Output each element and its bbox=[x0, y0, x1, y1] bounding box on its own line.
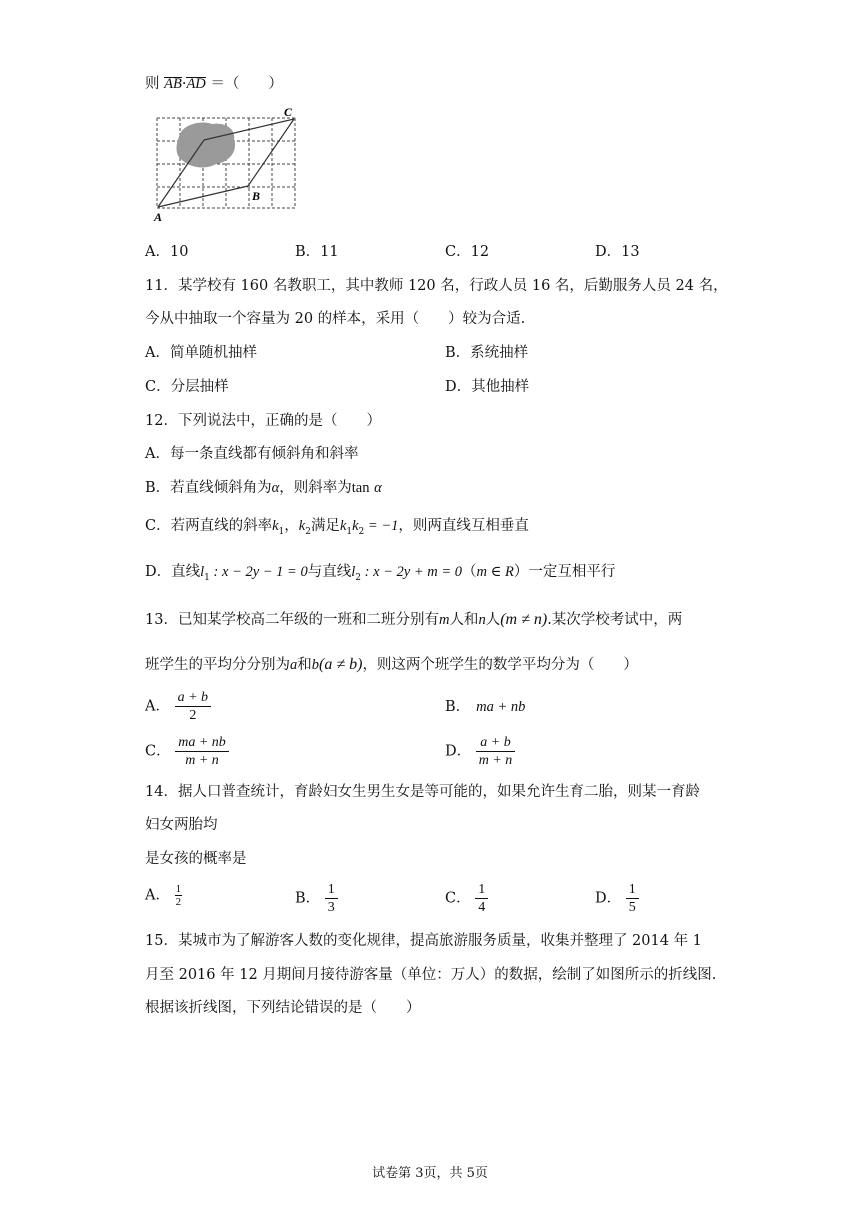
q14-stem-line2: 妇女两胎均 bbox=[145, 817, 218, 833]
q15-stem-line2: 月至 2016 年 12 月期间月接待游客量（单位：万人）的数据，绘制了如图所示的折线图. bbox=[145, 967, 717, 983]
vector-ad: AD bbox=[186, 76, 206, 92]
q13-stem-line1: 13．已知某学校高二年级的一班和二班分别有m人和n人(m ≠ n).某次学校考试中，两 bbox=[145, 611, 683, 628]
fraction-one-half: $\frac{1}{2}$ bbox=[175, 883, 182, 908]
q14-option-d[interactable]: D． $\frac{1}{5}$ bbox=[595, 881, 639, 916]
q11-option-d[interactable]: D．其他抽样 bbox=[445, 379, 530, 395]
q14-option-c[interactable]: C． $\frac{1}{4}$ bbox=[445, 881, 488, 916]
q14-option-b[interactable]: B． $\frac{1}{3}$ bbox=[295, 881, 338, 916]
q13-option-c[interactable]: C． $\frac{ma + nb}{m + n}$ bbox=[145, 734, 229, 769]
q10-grid-figure bbox=[150, 104, 302, 226]
page-footer: 试卷第 3页，共 5页 bbox=[372, 1166, 488, 1181]
q12-option-a[interactable]: A．每一条直线都有倾斜角和斜率 bbox=[145, 446, 359, 462]
side-bc bbox=[248, 119, 294, 186]
q15-stem-line1: 15．某城市为了解游客人数的变化规律，提高旅游服务质量，收集并整理了 2014 年 1 bbox=[145, 933, 702, 949]
q10-stem: 则 AB· AD ＝（ ） bbox=[145, 76, 283, 92]
q15-stem-line3: 根据该折线图，下列结论错误的是（ ） bbox=[145, 1000, 421, 1016]
q12-option-d[interactable]: D．直线$l_1$ : x − 2y − 1 = 0与直线$l_2$ : x − 2y + m = 0（m ∈ R）一定互相平行 bbox=[145, 564, 616, 583]
fraction-a-plus-b-over-m-plus-n: $\frac{a + b}{m + n}$ bbox=[476, 734, 516, 769]
q11-option-c[interactable]: C．分层抽样 bbox=[145, 379, 229, 395]
q10-option-d[interactable]: D．13 bbox=[595, 244, 640, 260]
label-c: C bbox=[284, 105, 293, 119]
q11-option-a[interactable]: A．简单随机抽样 bbox=[145, 345, 257, 361]
q14-option-a[interactable]: A． $\frac{1}{2}$ bbox=[145, 883, 182, 908]
q13-option-a[interactable]: A． $\frac{a + b}{2}$ bbox=[145, 689, 211, 724]
label-a: A bbox=[154, 210, 163, 224]
q14-stem-line1: 14．据人口普查统计，育龄妇女生男生女是等可能的，如果允许生育二胎，则某一育龄 bbox=[145, 784, 700, 800]
q12-option-c[interactable]: C．若两直线的斜率$k_1$，$k_2$满足$k_1k_2 = -1$，则两直线互相垂直 bbox=[145, 518, 529, 537]
fraction-one-third: $\frac{1}{3}$ bbox=[325, 881, 338, 916]
vector-ab: AB bbox=[164, 76, 182, 92]
q12-option-b[interactable]: B．若直线倾斜角为α，则斜率为tan α bbox=[145, 480, 382, 496]
q11-stem-line1: 11．某学校有 160 名教职工，其中教师 120 名，行政人员 16 名，后勤服务人员 24 名， bbox=[145, 278, 728, 294]
label-b: B bbox=[252, 189, 261, 203]
q12-stem: 12．下列说法中，正确的是（ ） bbox=[145, 413, 381, 429]
fraction-one-fifth: $\frac{1}{5}$ bbox=[626, 881, 639, 916]
q14-stem-line3: 是女孩的概率是 bbox=[145, 851, 247, 867]
q10-option-a[interactable]: A．10 bbox=[145, 244, 189, 260]
q13-option-b[interactable]: B． ma + nb bbox=[445, 699, 526, 715]
q11-option-b[interactable]: B．系统抽样 bbox=[445, 345, 529, 361]
fraction-one-quarter: $\frac{1}{4}$ bbox=[475, 881, 488, 916]
q13-stem-line2: 班学生的平均分分别为a和b(a ≠ b)，则这两个班学生的数学平均分为（ ） bbox=[145, 656, 638, 673]
fraction-a-plus-b-over-2: $\frac{a + b}{2}$ bbox=[175, 689, 211, 724]
q11-stem-line2: 今从中抽取一个容量为 20 的样本，采用（ ）较为合适. bbox=[145, 311, 526, 327]
q10-option-c[interactable]: C．12 bbox=[445, 244, 490, 260]
q13-option-d[interactable]: D． $\frac{a + b}{m + n}$ bbox=[445, 734, 515, 769]
fraction-weighted-mean: $\frac{ma + nb}{m + n}$ bbox=[175, 734, 229, 769]
q10-option-b[interactable]: B．11 bbox=[295, 244, 339, 260]
